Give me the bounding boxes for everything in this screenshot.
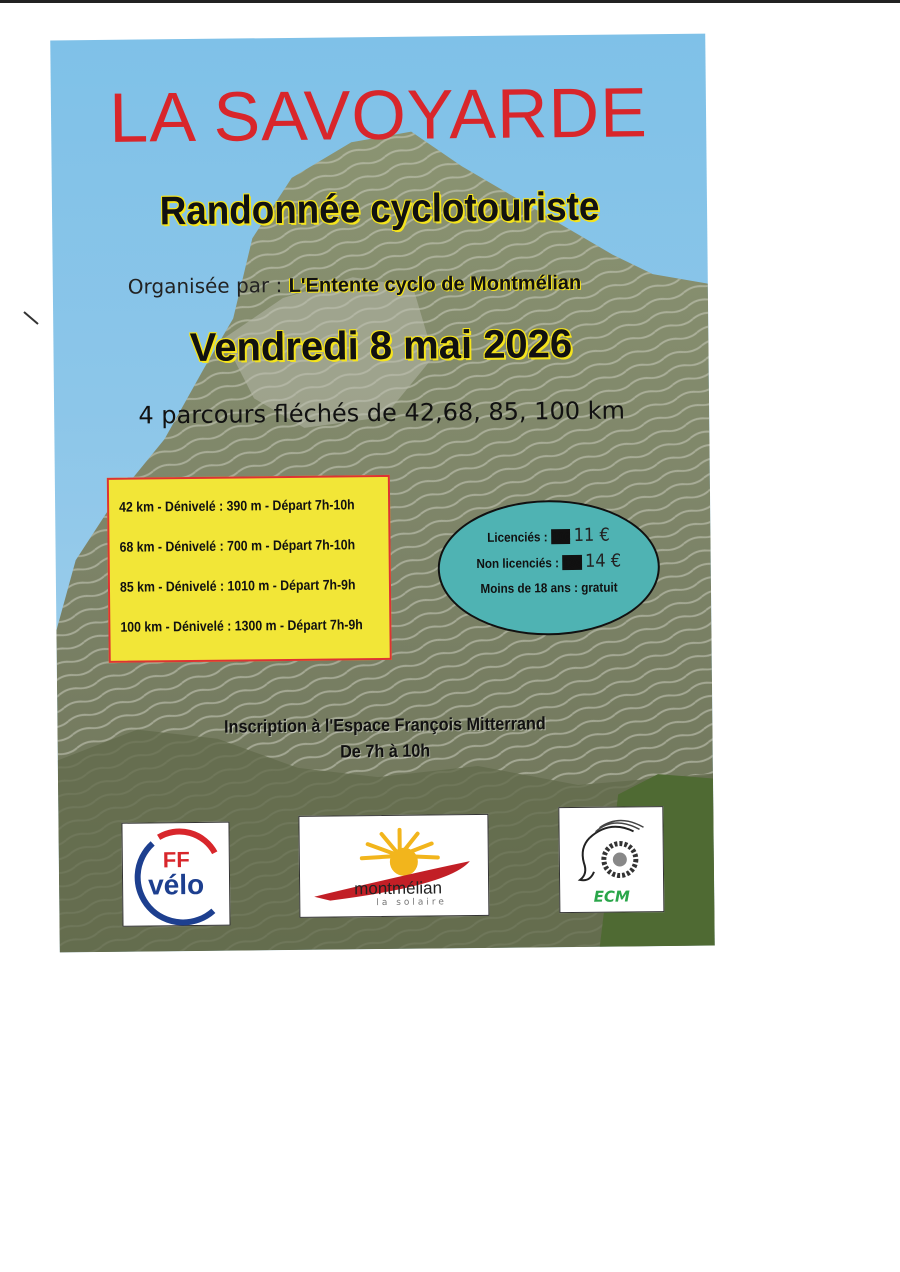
organizer-name: L'Entente cyclo de Montmélian xyxy=(288,271,582,297)
ecm-text: ECM xyxy=(593,887,630,906)
price-licencies xyxy=(450,525,646,553)
montmelian-logo xyxy=(298,814,489,918)
ecm-logo xyxy=(558,806,664,913)
organizer-line xyxy=(128,270,582,300)
price-non-licencies xyxy=(451,551,647,579)
poster-title: LA SAVOYARDE xyxy=(108,73,649,157)
montmelian-name: montmélian xyxy=(354,878,443,899)
inscription-hours: De 7h à 10h xyxy=(340,740,431,762)
event-poster xyxy=(50,34,715,953)
ffvelo-velo-text: vélo xyxy=(147,868,205,901)
scan-top-edge xyxy=(0,0,900,3)
scan-mark-icon xyxy=(22,310,42,328)
inscription-info xyxy=(90,709,680,767)
routes-box xyxy=(107,475,392,663)
inscription-place: Inscription à l'Espace François Mitterrand xyxy=(224,713,546,737)
price-licencies-old: 10€ xyxy=(550,529,571,545)
route-item: 42 km - Dénivelé : 390 m - Départ 7h-10h xyxy=(119,496,355,515)
ffvelo-logo xyxy=(121,822,230,927)
poster-subtitle: Randonnée cyclotouriste xyxy=(159,184,600,234)
price-licencies-label: Licenciés : xyxy=(487,529,548,545)
price-licencies-new: 11 € xyxy=(573,524,610,546)
event-date: Vendredi 8 mai 2026 xyxy=(189,322,573,371)
montmelian-tagline: la solaire xyxy=(376,897,447,909)
route-item: 100 km - Dénivelé : 1300 m - Départ 7h-9h xyxy=(120,616,363,635)
price-moins-18: Moins de 18 ans : gratuit xyxy=(480,579,618,596)
route-item: 85 km - Dénivelé : 1010 m - Départ 7h-9h xyxy=(119,576,356,595)
parcours-summary: 4 parcours fléchés de 42,68, 85, 100 km xyxy=(138,396,626,430)
route-item: 68 km - Dénivelé : 700 m - Départ 7h-10h xyxy=(119,536,356,555)
price-non-licencies-new: 14 € xyxy=(584,550,622,572)
ffvelo-ff-text: FF xyxy=(162,847,190,873)
organizer-label: Organisée par : xyxy=(127,273,283,299)
price-non-licencies-label: Non licenciés : xyxy=(476,555,560,572)
price-non-licencies-old: 13€ xyxy=(562,554,582,571)
